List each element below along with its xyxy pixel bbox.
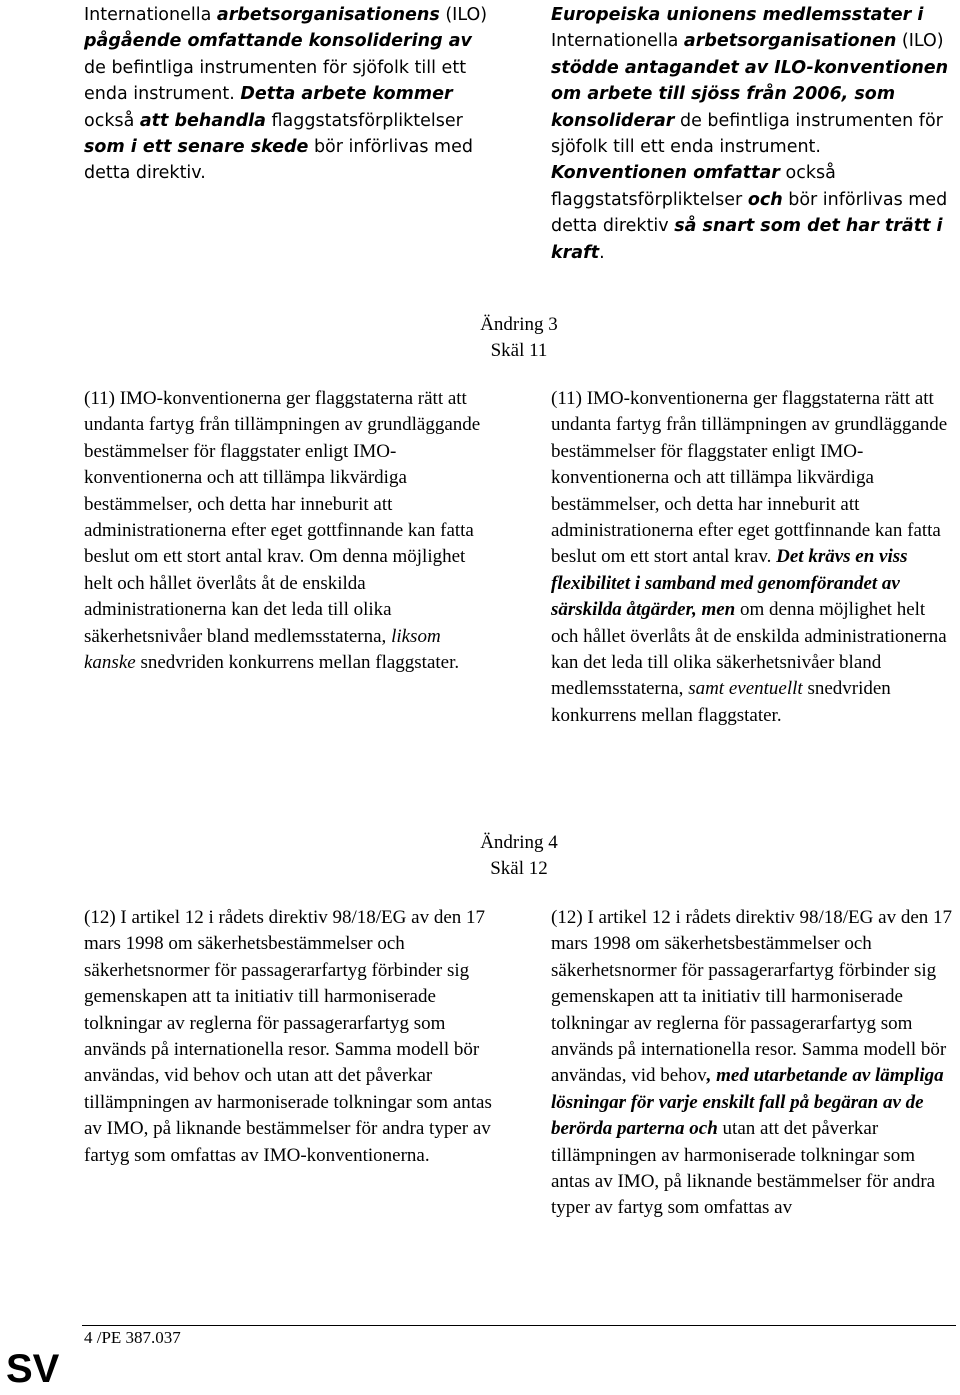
text-segment: (11) IMO-konventionerna ger flaggstaterna rätt att undanta fartyg från tillämpningen av grundläggande bestämmelser för flaggstater enligt IMO-konventionerna och att tillämpa likvärdiga bestämmelser, och detta har inneburit att administrationerna efter eget gottfinnande kan fatta beslut om ett stort antal krav. Om denna möjlighet helt och hållet överlåts åt de enskilda administrationerna kan det leda till olika säkerhetsnivåer bland medlemsstaterna, <box>84 388 481 647</box>
emphasis-text: att behandla <box>139 110 266 131</box>
text-segment: utan att det påverkar tillämpningen av harmoniserade tolkningar som antas av IMO, på liknande bestämmelser för andra typer av fartyg som omfattas av <box>551 1118 936 1219</box>
paragraph-block1-right <box>551 2 956 266</box>
emphasis-text: och <box>747 189 783 210</box>
text-segment: flaggstatsförpliktelser <box>265 110 463 131</box>
text-segment: (12) I artikel 12 i rådets direktiv 98/18/EG av den 17 mars 1998 om säkerhetsbestämmelser och säkerhetsnormer för passagerarfartyg förbinder sig gemenskapen att ta initiativ till harmoniserade tolkningar av reglerna för passagerarfartyg som används på internationella resor. Samma modell bör användas, vid behov och utan att det påverkar tillämpningen av harmoniserade tolkningar som antas av IMO, på liknande bestämmelser för andra typer av fartyg som omfattas av IMO-konventionerna. <box>84 907 492 1166</box>
footer-divider <box>82 1325 956 1326</box>
emphasis-segment <box>240 84 452 104</box>
amendment-4-title: Ändring 4 <box>480 832 558 853</box>
language-code: SV <box>6 1347 60 1391</box>
emphasis-segment <box>84 31 472 51</box>
text-segment: också flaggstatsförpliktelser <box>551 163 836 210</box>
emphasis-text: Det krävs en viss flexibilitet i samband med genomförandet av särskilda åtgärder, men <box>551 546 908 621</box>
text-segment: (12) I artikel 12 i rådets direktiv 98/18/EG av den 17 mars 1998 om säkerhetsbestämmelser och säkerhetsnormer för passagerarfartyg förbinder sig gemenskapen att ta initiativ till harmoniserade tolkningar av reglerna för passagerarfartyg som används på internationella resor. Samma modell bör användas, vid behov <box>551 907 953 1087</box>
paragraph-block3-left <box>84 905 494 1169</box>
text-segment: . <box>599 242 605 263</box>
emphasis-text: Europeiska unionens medlemsstater i <box>551 5 924 25</box>
paragraph-block3-right <box>551 905 956 1222</box>
emphasis-segment <box>140 111 266 131</box>
emphasis-text: Konventionen omfattar <box>551 163 780 184</box>
emphasis-segment <box>748 190 783 210</box>
text-segment: Internationella <box>84 5 217 25</box>
emphasis-segment <box>217 5 440 25</box>
emphasis-text: stödde antagandet av ILO-konventionen om arbete till sjöss från 2006, som konsoliderar <box>551 57 949 131</box>
amendment-3-subtitle: Skäl 11 <box>490 340 548 361</box>
emphasis-segment <box>684 31 896 51</box>
emphasis-text: Detta arbete kommer <box>240 84 453 105</box>
text-segment: bör införlivas med detta direktiv. <box>84 137 473 184</box>
text-segment: (11) IMO-konventionerna ger flaggstaterna rätt att undanta fartyg från tillämpningen av grundläggande bestämmelser för flaggstater enligt IMO-konventionerna och att tillämpa likvärdiga bestämmelser, och detta har inneburit att administrationerna efter eget gottfinnande kan fatta beslut om ett stort antal krav. <box>551 388 948 568</box>
paragraph-block2-left <box>84 386 494 676</box>
text-segment: snedvriden konkurrens mellan flaggstater. <box>551 678 891 726</box>
emphasis-text: arbetsorganisationens <box>216 5 440 25</box>
emphasis-segment <box>551 163 780 183</box>
amendment-4-subtitle: Skäl 12 <box>490 858 548 879</box>
text-segment: snedvriden konkurrens mellan flaggstater. <box>135 652 460 674</box>
emphasis-text: arbetsorganisationen <box>683 31 897 52</box>
amendment-3-title: Ändring 3 <box>480 314 558 335</box>
text-segment: bör införlivas med detta direktiv <box>551 189 948 237</box>
paragraph-block2-right <box>551 386 956 729</box>
emphasis-text: så snart som det har trätt i kraft <box>551 216 943 263</box>
emphasis-text: , med utarbetande av lämpliga lösningar för varje enskilt fall på begäran av de berörda parterna och <box>551 1065 944 1140</box>
page-reference: 4 /PE 387.037 <box>84 1328 181 1347</box>
text-segment: om denna möjlighet helt och hållet överlåts åt de enskilda administrationerna kan det leda till olika säkerhetsnivåer bland medlemsstaterna, <box>551 599 947 700</box>
text-segment: de befintliga instrumenten för sjöfolk till ett enda instrument. <box>551 110 943 158</box>
text-segment: också <box>84 110 140 131</box>
italic-segment: samt eventuellt <box>688 678 803 700</box>
emphasis-text: pågående omfattande konsolidering av <box>84 31 472 52</box>
emphasis-text: som i ett senare skede <box>84 137 309 158</box>
text-segment: Internationella <box>551 31 684 52</box>
paragraph-block1-left <box>84 2 494 187</box>
italic-segment: liksom kanske <box>84 625 441 674</box>
text-segment: (ILO) <box>896 31 944 52</box>
text-segment: de befintliga instrumenten för sjöfolk till ett enda instrument. <box>84 57 467 105</box>
emphasis-segment <box>84 137 308 157</box>
text-segment: (ILO) <box>439 5 488 25</box>
emphasis-segment <box>551 5 923 25</box>
